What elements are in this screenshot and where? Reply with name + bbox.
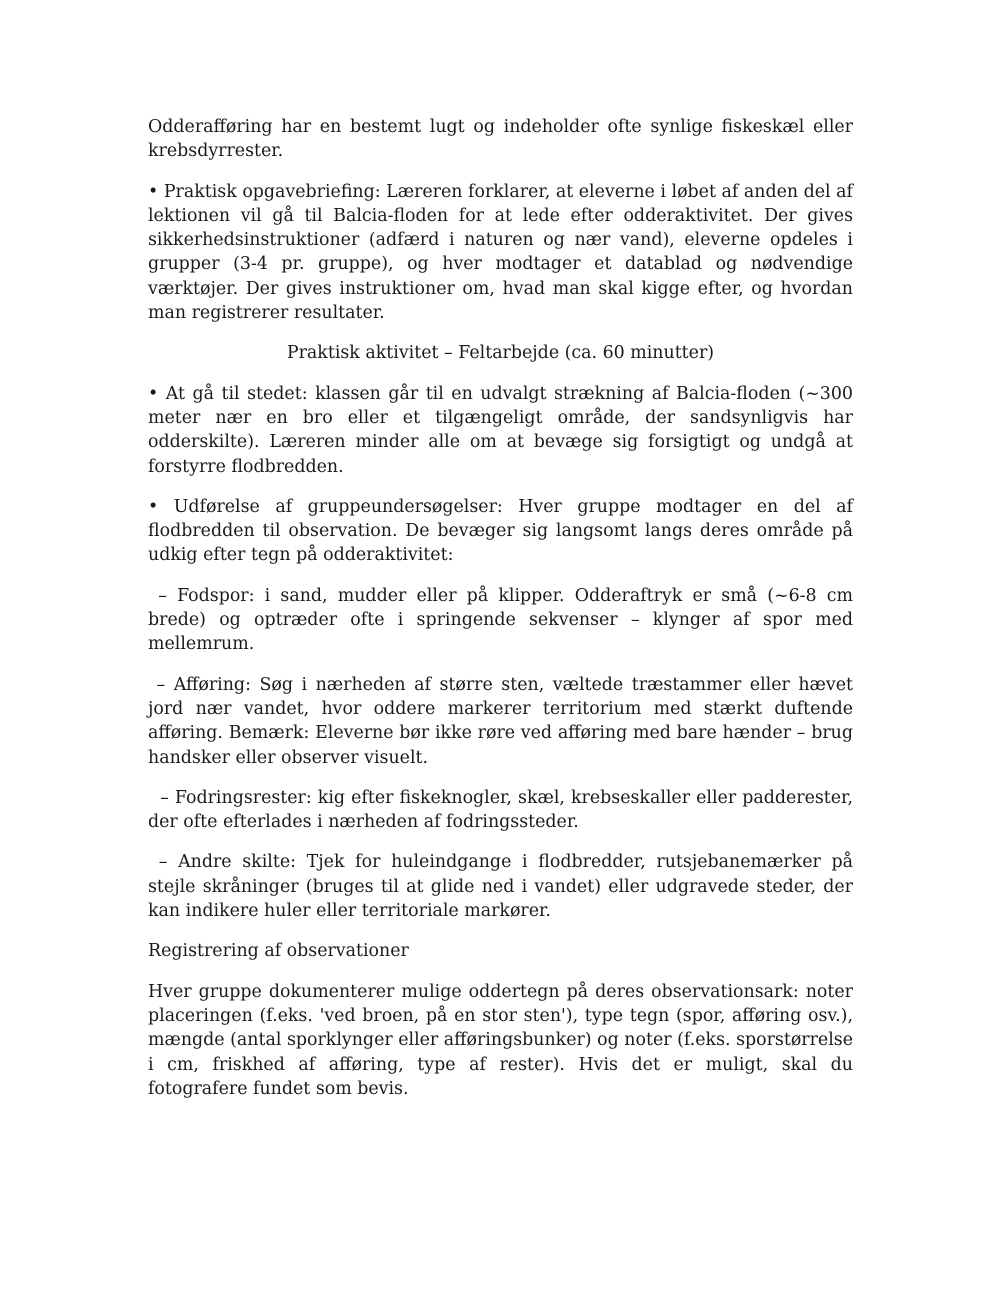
- document-page: [148, 115, 859, 1117]
- paragraph-group-surveys: • Udførelse af gruppeundersøgelser: Hver gruppe modtager en del af flodbredden til observation. De bevæger sig langsomt langs deres område på udkig efter tegn på odderaktivitet:: [148, 496, 859, 566]
- paragraph-go-to-site: • At gå til stedet: klassen går til en udvalgt strækning af Balcia-floden (~300 meter nær en bro eller et tilgængeligt område, der sandsynligvis har odderskilte). Læreren minder alle om at bevæge sig forsigtigt og undgå at forstyrre flodbredden.: [148, 383, 853, 477]
- paragraph-footprints: – Fodspor: i sand, mudder eller på klipper. Odderaftryk er små (~6-8 cm brede) og optræder ofte i springende sekvenser – klynger af spor med mellemrum.: [148, 585, 859, 655]
- paragraph-feces: – Afføring: Søg i nærheden af større sten, væltede træstammer eller hævet jord nær vandet, hvor oddere markerer territorium med stærkt duftende afføring. Bemærk: Eleverne bør ikke røre ved afføring med bare hænder – brug handsker eller observer visuelt.: [148, 674, 859, 768]
- paragraph-other-signs: – Andre skilte: Tjek for huleindgange i flodbredder, rutsjebanemærker på stejle skråninger (bruges til at glide ned i vandet) eller udgravede steder, der kan indikere huler eller territoriale markører.: [148, 852, 859, 922]
- heading-recording-observations: Registrering af observationer: [148, 941, 409, 962]
- paragraph-task-briefing: • Praktisk opgavebriefing: Læreren forklarer, at eleverne i løbet af anden del af lektionen vil gå til Balcia-floden for at lede efter odderaktivitet. Der gives sikkerhedsinstruktioner (adfærd i naturen og nær vand), eleverne opdeles i grupper (3-4 pr. gruppe), og hver modtager et datablad og nødvendige værktøjer. Der gives instruktioner om, hvad man skal kigge efter, og hvordan man registrerer resultater.: [148, 181, 853, 324]
- heading-field-work: Praktisk aktivitet – Feltarbejde (ca. 60 minutter): [286, 343, 715, 364]
- paragraph-documentation: Hver gruppe dokumenterer mulige oddertegn på deres observationsark: noter placeringen (f.eks. 'ved broen, på en stor sten'), type tegn (spor, afføring osv.), mængde (antal sporklynger eller afføringsbunker) og noter (f.eks. sporstørrelse i cm, friskhed af afføring, type af rester). Hvis det er muligt, skal du fotografere fundet som bevis.: [148, 981, 853, 1099]
- paragraph-odder-feces: Odderafføring har en bestemt lugt og indeholder ofte synlige fiskeskæl eller krebsdyrrester.: [148, 117, 853, 162]
- paragraph-feeding-remains: – Fodringsrester: kig efter fiskeknogler, skæl, krebseskaller eller padderester, der ofte efterlades i nærheden af fodringssteder.: [148, 787, 859, 833]
